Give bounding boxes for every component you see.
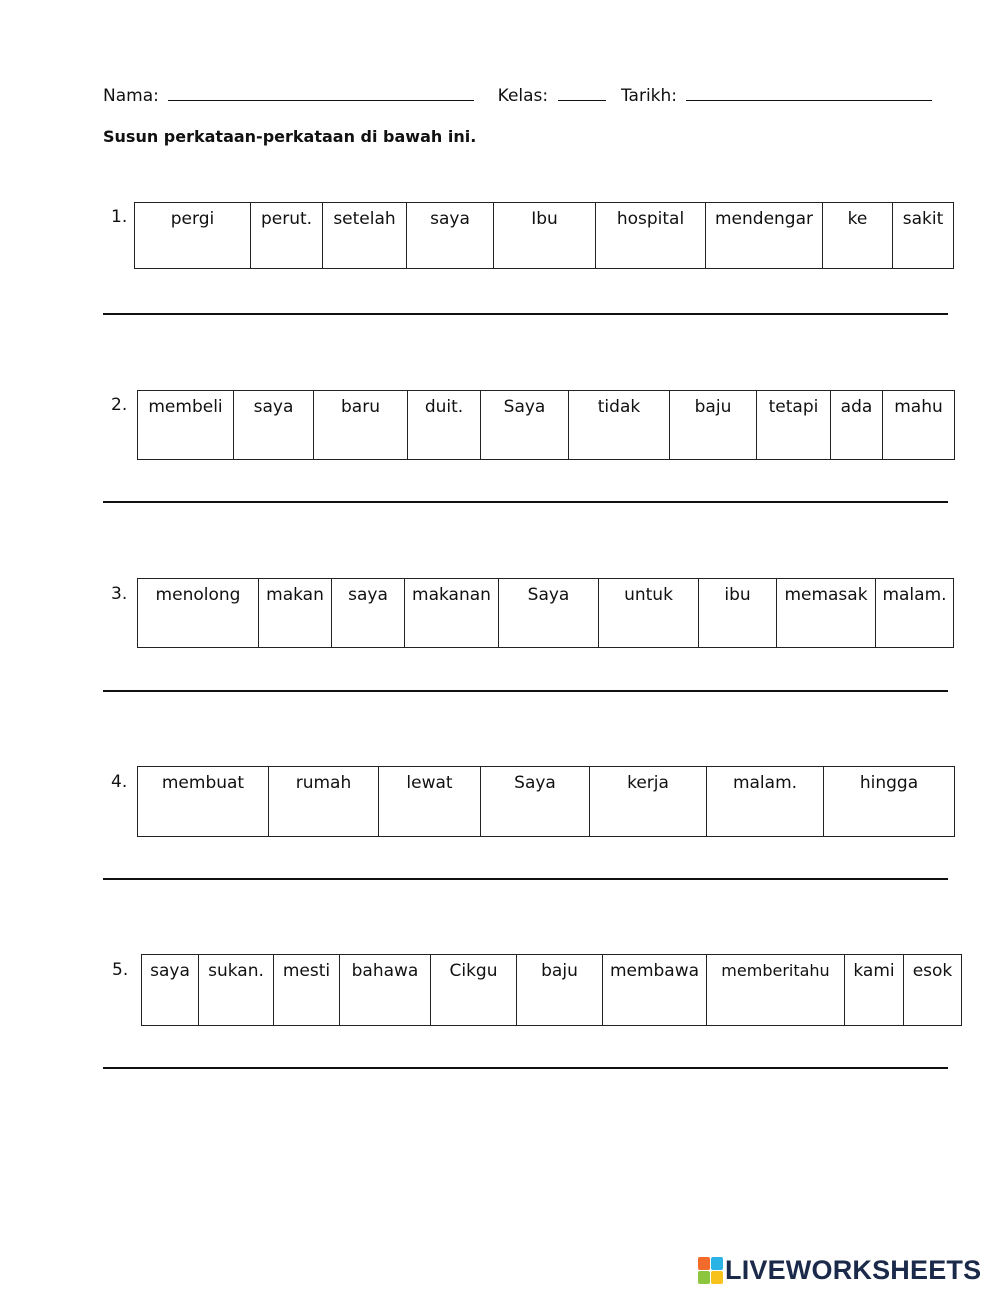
word-cell[interactable]: sakit xyxy=(893,203,954,269)
nama-label: Nama: xyxy=(103,86,159,106)
logo-square-yellow xyxy=(711,1271,723,1284)
word-cell[interactable]: sukan. xyxy=(199,955,274,1026)
word-cell[interactable]: membawa xyxy=(603,955,707,1026)
word-cell[interactable]: Cikgu xyxy=(431,955,517,1026)
word-cell[interactable]: makanan xyxy=(405,579,499,648)
answer-line[interactable] xyxy=(103,690,948,692)
kelas-field[interactable] xyxy=(558,84,606,101)
word-cell[interactable]: ke xyxy=(823,203,893,269)
liveworksheets-logo xyxy=(698,1255,981,1285)
answer-line[interactable] xyxy=(103,313,948,315)
word-cell[interactable]: ada xyxy=(831,391,883,460)
logo-square-blue xyxy=(711,1257,723,1270)
word-cell[interactable]: mesti xyxy=(274,955,340,1026)
word-cell[interactable]: esok xyxy=(904,955,962,1026)
word-cell[interactable]: mahu xyxy=(883,391,955,460)
word-cell[interactable]: malam. xyxy=(876,579,954,648)
word-cell[interactable]: menolong xyxy=(138,579,259,648)
liveworksheets-wordmark: LIVEWORKSHEETS xyxy=(725,1254,982,1285)
student-info-header xyxy=(103,84,932,106)
logo-square-orange xyxy=(698,1257,710,1270)
word-cell[interactable]: perut. xyxy=(251,203,323,269)
word-cell[interactable]: untuk xyxy=(599,579,699,648)
word-cell[interactable]: baju xyxy=(517,955,603,1026)
word-cell[interactable]: saya xyxy=(142,955,199,1026)
word-cell[interactable]: pergi xyxy=(135,203,251,269)
question-number: 3. xyxy=(111,584,128,604)
word-table xyxy=(137,578,954,648)
word-table xyxy=(137,390,955,460)
word-cell[interactable]: hingga xyxy=(824,767,955,837)
word-cell[interactable]: membuat xyxy=(138,767,269,837)
word-cell[interactable]: tidak xyxy=(569,391,670,460)
logo-square-green xyxy=(698,1271,710,1284)
answer-line[interactable] xyxy=(103,501,948,503)
nama-field[interactable] xyxy=(168,84,474,101)
word-cell[interactable]: saya xyxy=(407,203,494,269)
tarikh-field[interactable] xyxy=(686,84,932,101)
answer-line[interactable] xyxy=(103,878,948,880)
word-cell[interactable]: kami xyxy=(845,955,904,1026)
word-cell[interactable]: Saya xyxy=(481,391,569,460)
word-cell[interactable]: baju xyxy=(670,391,757,460)
word-cell[interactable]: baru xyxy=(314,391,408,460)
word-cell[interactable]: hospital xyxy=(596,203,706,269)
word-cell[interactable]: memasak xyxy=(777,579,876,648)
question-number: 2. xyxy=(111,395,128,415)
answer-line[interactable] xyxy=(103,1067,948,1069)
kelas-label: Kelas: xyxy=(497,86,549,106)
word-cell[interactable]: saya xyxy=(234,391,314,460)
word-table xyxy=(141,954,962,1026)
word-cell[interactable]: Saya xyxy=(499,579,599,648)
word-cell[interactable]: bahawa xyxy=(340,955,431,1026)
word-cell[interactable]: Ibu xyxy=(494,203,596,269)
word-cell[interactable]: membeli xyxy=(138,391,234,460)
question-number: 5. xyxy=(112,960,129,980)
word-cell[interactable]: tetapi xyxy=(757,391,831,460)
word-table xyxy=(134,202,954,269)
word-cell[interactable]: memberitahu xyxy=(707,955,845,1026)
word-cell[interactable]: Saya xyxy=(481,767,590,837)
word-cell[interactable]: saya xyxy=(332,579,405,648)
word-cell[interactable]: mendengar xyxy=(706,203,823,269)
liveworksheets-logo-icon xyxy=(698,1257,722,1283)
word-cell[interactable]: kerja xyxy=(590,767,707,837)
word-table xyxy=(137,766,955,837)
instruction-text: Susun perkataan-perkataan di bawah ini. xyxy=(103,127,477,146)
question-number: 4. xyxy=(111,772,128,792)
word-cell[interactable]: makan xyxy=(259,579,332,648)
word-cell[interactable]: ibu xyxy=(699,579,777,648)
word-cell[interactable]: setelah xyxy=(323,203,407,269)
word-cell[interactable]: rumah xyxy=(269,767,379,837)
question-number: 1. xyxy=(111,207,128,227)
word-cell[interactable]: malam. xyxy=(707,767,824,837)
tarikh-label: Tarikh: xyxy=(620,86,678,106)
word-cell[interactable]: lewat xyxy=(379,767,481,837)
word-cell[interactable]: duit. xyxy=(408,391,481,460)
